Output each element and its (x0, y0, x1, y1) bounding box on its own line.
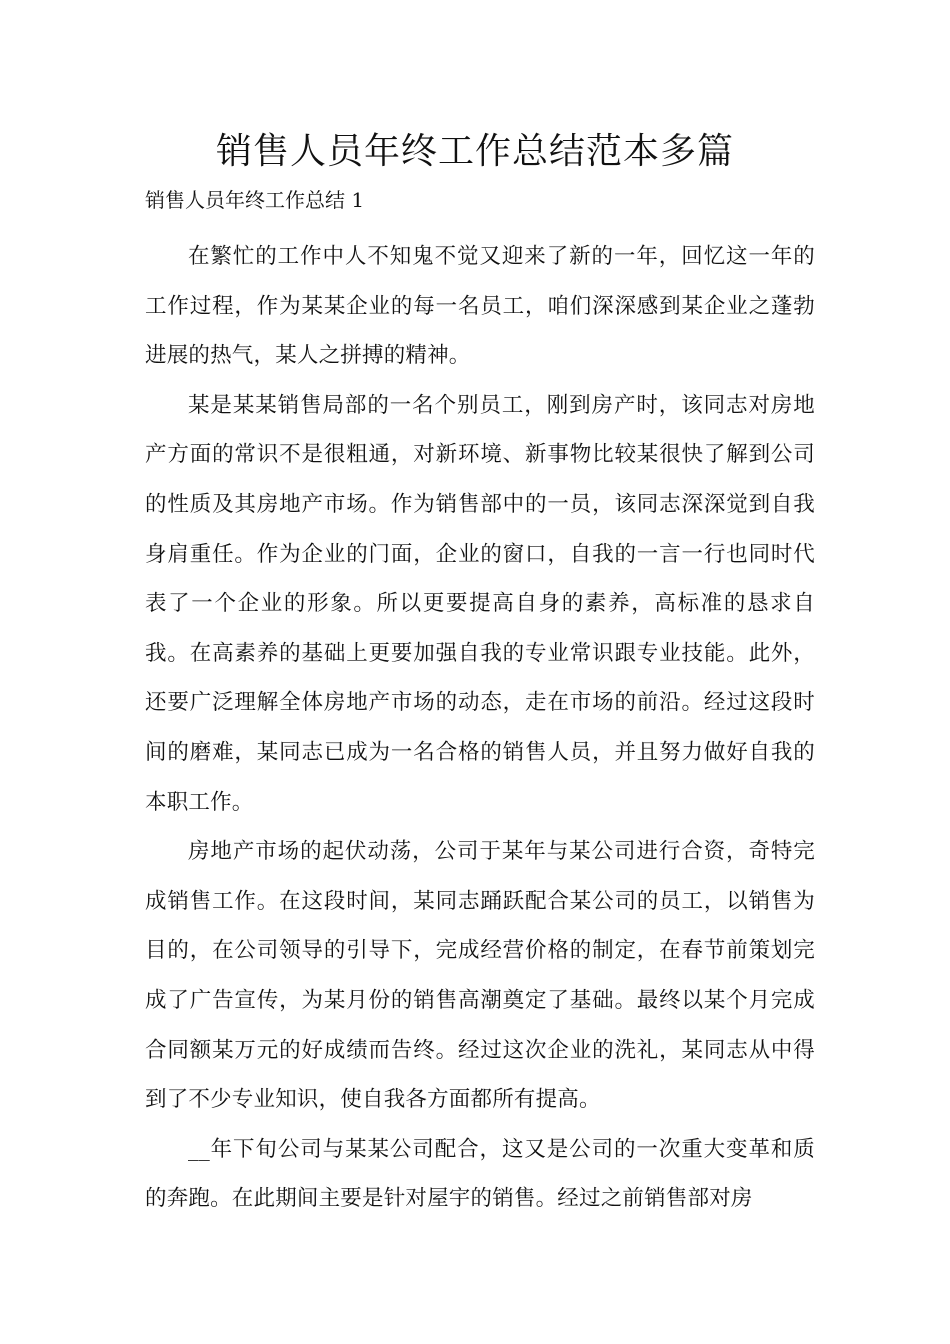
document-body (145, 232, 815, 1224)
paragraph: 在繁忙的工作中人不知鬼不觉又迎来了新的一年，回忆这一年的工作过程，作为某某企业的每一名员工，咱们深深感到某企业之蓬勃进展的热气，某人之拼搏的精神。 (145, 244, 815, 369)
paragraph: 某是某某销售局部的一名个别员工，刚到房产时，该同志对房地产方面的常识不是很粗通，对新环境、新事物比较某很快了解到公司的性质及其房地产市场。作为销售部中的一员，该同志深深觉到自我身肩重任。作为企业的门面，企业的窗口，自我的一言一行也同时代表了一个企业的形象。所以更要提高自身的素养，高标准的恳求自我。在高素养的基础上更要加强自我的专业常识跟专业技能。此外，还要广泛理解全体房地产市场的动态，走在市场的前沿。经过这段时间的磨难，某同志已成为一名合格的销售人员，并且努力做好自我的本职工作。 (145, 392, 815, 815)
paragraph: __年下旬公司与某某公司配合，这又是公司的一次重大变革和质的奔跑。在此期间主要是针对屋宇的销售。经过之前销售部对房 (145, 1136, 815, 1212)
paragraph: 房地产市场的起伏动荡，公司于某年与某公司进行合资，奇特完成销售工作。在这段时间，某同志踊跃配合某公司的员工，以销售为目的，在公司领导的引导下，完成经营价格的制定，在春节前策划完成了广告宣传，为某月份的销售高潮奠定了基础。最终以某个月完成合同额某万元的好成绩而告终。经过这次企业的洗礼，某同志从中得到了不少专业知识，使自我各方面都所有提高。 (145, 839, 815, 1113)
section-heading: 销售人员年终工作总结 1 (145, 188, 365, 212)
document-title: 销售人员年终工作总结范本多篇 (215, 131, 734, 172)
